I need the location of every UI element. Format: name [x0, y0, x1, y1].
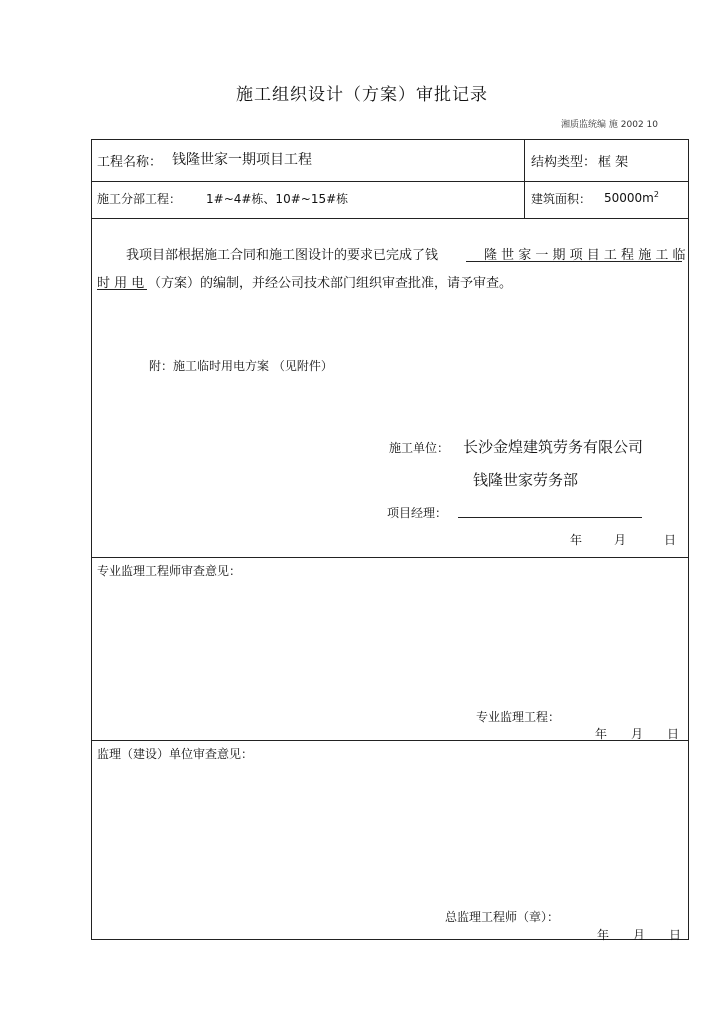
- chief-engineer-signature-label: 总监理工程师（章）：: [445, 910, 560, 924]
- month-label: 月: [631, 727, 644, 741]
- form-code: 湘质监统编 施 2002 10: [561, 120, 658, 130]
- construction-unit-label: 施工单位：: [389, 441, 450, 455]
- attachment-note: 附：施工临时用电方案 （见附件）: [149, 359, 333, 373]
- month-label: 月: [614, 533, 627, 547]
- construction-unit-dept: 钱隆世家劳务部: [473, 471, 579, 489]
- month-label: 月: [633, 928, 646, 942]
- year-label: 年: [597, 928, 610, 942]
- application-underlined-project: 隆 世 家 一 期 项 目 工 程 施 工 临: [484, 248, 686, 263]
- project-manager-signature-line[interactable]: [458, 517, 642, 518]
- section-label: 施工分部工程：: [97, 192, 182, 206]
- project-name-value[interactable]: 钱隆世家一期项目工程: [172, 152, 312, 168]
- underline: [97, 289, 147, 290]
- day-label: 日: [667, 727, 680, 741]
- year-label: 年: [595, 727, 608, 741]
- underline: [466, 261, 682, 262]
- day-label: 日: [669, 928, 682, 942]
- day-label: 日: [664, 533, 677, 547]
- year-label: 年: [570, 533, 583, 547]
- building-area-value[interactable]: [604, 190, 659, 205]
- row-divider: [92, 218, 688, 219]
- structure-type-label: 结构类型：: [531, 155, 597, 170]
- row-divider: [92, 557, 688, 558]
- column-divider: [524, 140, 525, 218]
- application-text-line1: 我项目部根据施工合同和施工图设计的要求已完成了钱: [126, 248, 439, 263]
- area-unit-superscript: 2: [653, 190, 659, 199]
- unit-review-date: [597, 926, 687, 940]
- engineer-signature-label: 专业监理工程：: [476, 710, 561, 724]
- engineer-review-date: [595, 725, 685, 741]
- project-name-label: 工程名称：: [97, 155, 163, 170]
- project-manager-label: 项目经理：: [387, 506, 448, 520]
- approval-form-table: [91, 139, 689, 940]
- area-number: 50000m: [604, 191, 654, 205]
- construction-unit-name: 长沙金煌建筑劳务有限公司: [463, 438, 644, 456]
- engineer-review-heading: 专业监理工程师审查意见：: [97, 564, 242, 578]
- application-underlined-item: 时 用 电: [97, 276, 145, 291]
- application-text-line2: （方案）的编制，并经公司技术部门组织审查批准，请予审查。: [148, 276, 513, 291]
- building-area-label: 建筑面积：: [531, 192, 592, 206]
- unit-review-heading: 监理（建设）单位审查意见：: [97, 747, 254, 761]
- page-title: 施工组织设计（方案）审批记录: [236, 85, 488, 105]
- row-divider: [92, 181, 688, 182]
- application-date: [570, 531, 680, 547]
- structure-type-value[interactable]: 框 架: [598, 155, 629, 170]
- section-value[interactable]: 1#~4#栋、10#~15#栋: [206, 192, 349, 206]
